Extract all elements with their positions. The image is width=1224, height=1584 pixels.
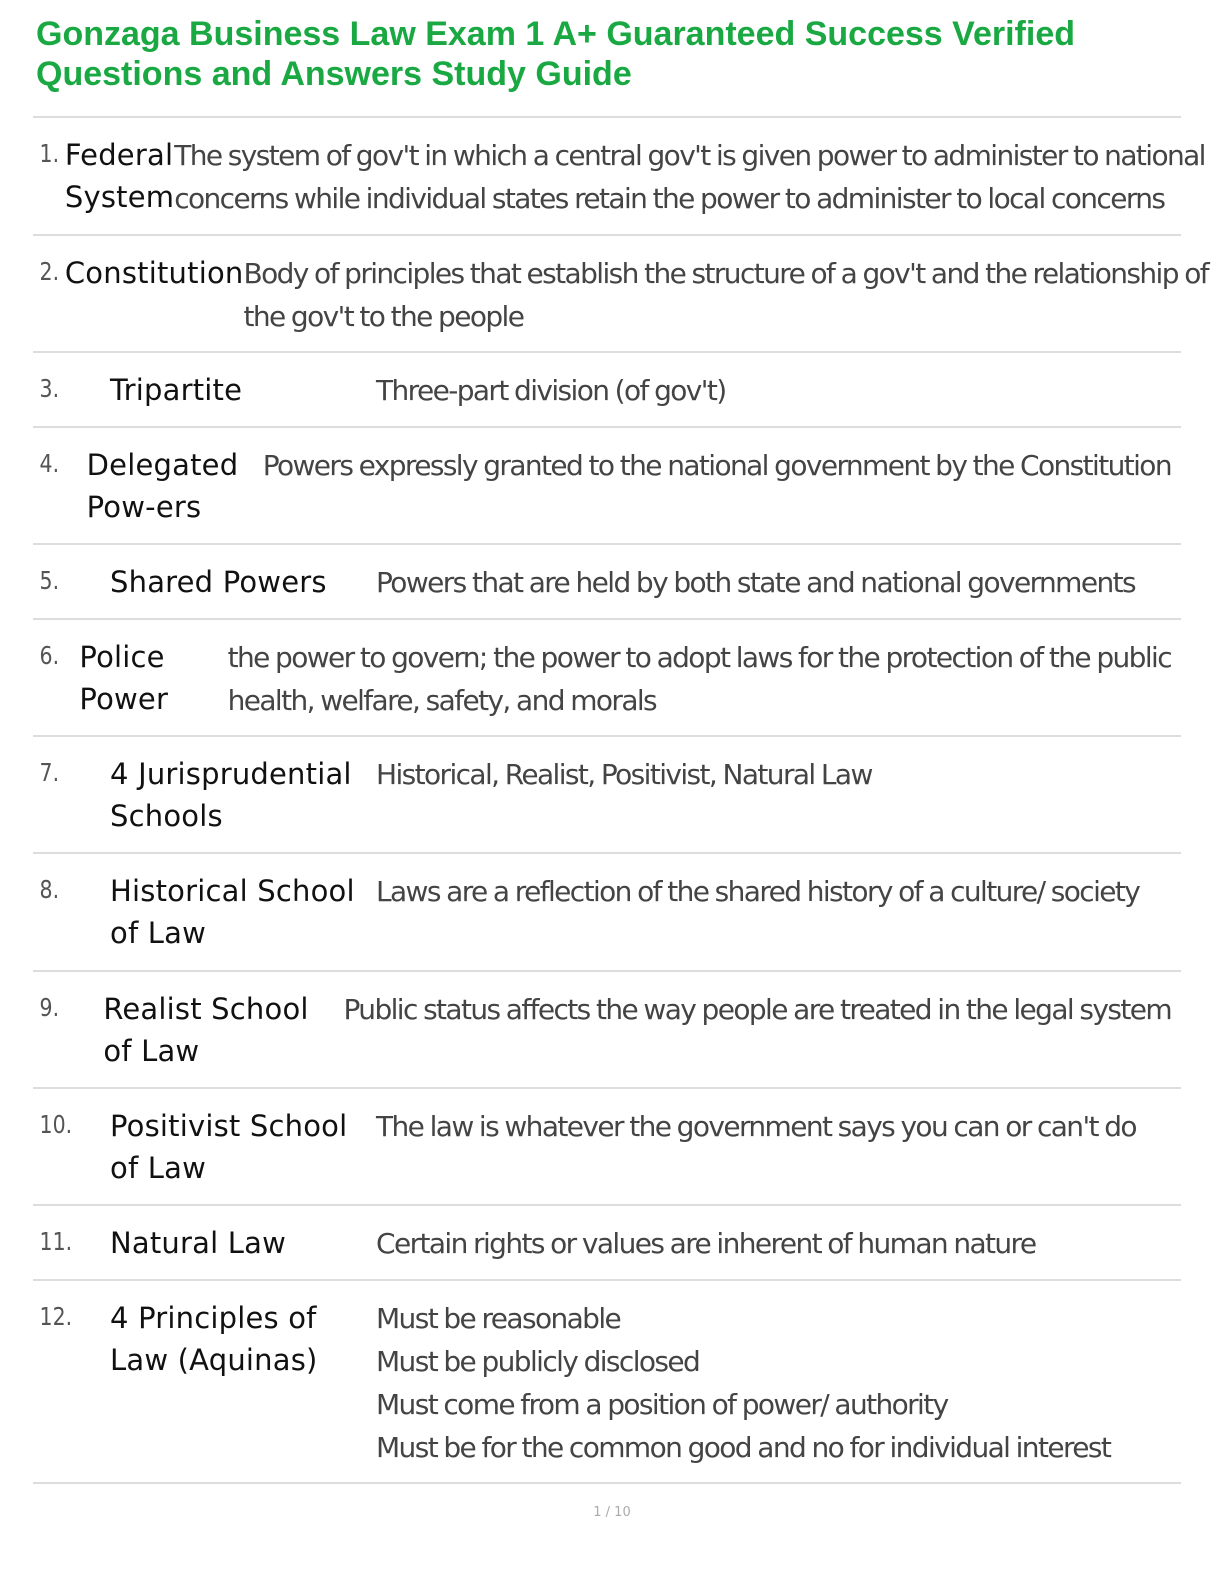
flashcard-row [33, 854, 1181, 972]
definition-line: Historical, Realist, Positivist, Natural Law [376, 758, 872, 791]
definition-line: The law is whatever the government says you can or can't do [376, 1110, 1136, 1143]
definition-line: Certain rights or values are inherent of human nature [376, 1227, 1036, 1260]
card-term: Realist School of Law [103, 992, 309, 1068]
definition-line: Must be reasonable [376, 1302, 621, 1335]
card-definition [344, 988, 1182, 1087]
title-line-2: Questions and Answers Study Guide [36, 55, 632, 93]
flashcard-row [33, 428, 1181, 545]
card-term: 4 Principles of Law (Aquinas) [110, 1301, 318, 1377]
flashcard-row [33, 1206, 1181, 1281]
definition-line: Laws are a reflection of the shared history of a culture/ society [376, 875, 1140, 908]
card-definition [376, 369, 1181, 426]
definition-line: the power to govern; the power to adopt laws for the protection of the public [227, 641, 1171, 674]
definition-line: concerns while individual states retain the power to administer to local concerns [174, 182, 1165, 215]
card-term: Tripartite [110, 373, 243, 407]
flashcard-row [33, 545, 1181, 620]
card-term: Delegated Pow-ers [86, 448, 239, 524]
card-number: 7. [39, 758, 60, 787]
card-term: Federal System [64, 138, 175, 214]
flashcard-row [33, 1281, 1181, 1484]
flashcard-row [33, 737, 1181, 854]
card-definition [376, 870, 1181, 970]
flashcard-row [33, 118, 1205, 236]
title-line-1: Gonzaga Business Law Exam 1 A+ Guaranteed Success Verified [36, 15, 1075, 53]
definition-line: Must be publicly disclosed [376, 1345, 700, 1378]
definition-line: the gov't to the people [243, 300, 524, 333]
page-indicator: 1 / 10 [593, 1505, 631, 1520]
card-number: 3. [39, 374, 60, 403]
card-term: Historical School of Law [110, 874, 355, 950]
card-definition [376, 561, 1181, 618]
definition-line: Must come from a position of power/ authority [376, 1388, 948, 1421]
card-definition [174, 134, 1215, 234]
card-definition [376, 753, 1181, 852]
flashcard-row [33, 972, 1181, 1089]
card-definition [263, 444, 1181, 543]
card-number: 1. [39, 139, 60, 168]
card-term: Positivist School of Law [110, 1109, 348, 1185]
card-term: Police Power [79, 640, 169, 716]
card-number: 9. [39, 993, 60, 1022]
card-term: 4 Jurisprudential Schools [110, 757, 352, 833]
card-term: Natural Law [110, 1226, 287, 1260]
card-number: 2. [39, 257, 60, 286]
card-definition [243, 252, 1218, 351]
card-number: 11. [39, 1227, 73, 1256]
card-term: Shared Powers [110, 565, 327, 599]
flashcard-row [33, 620, 1181, 737]
card-number: 10. [39, 1110, 73, 1139]
card-definition [376, 1297, 1181, 1482]
definition-line: Powers that are held by both state and national governments [376, 566, 1135, 599]
card-definition [376, 1222, 1181, 1279]
definition-line: Body of principles that establish the structure of a gov't and the relationship of [243, 257, 1208, 290]
definition-line: Three-part division (of gov't) [376, 374, 726, 407]
card-term: Constitution [64, 256, 244, 290]
definition-line: Must be for the common good and no for individual interest [376, 1431, 1111, 1464]
flashcard-row [33, 236, 1208, 353]
card-number: 12. [39, 1302, 73, 1331]
flashcard-row [33, 1089, 1181, 1206]
card-number: 6. [39, 641, 60, 670]
definition-line: The system of gov't in which a central gov't is given power to administer to national [174, 139, 1205, 172]
card-number: 8. [39, 875, 60, 904]
flashcard-row [33, 353, 1181, 428]
card-definition [376, 1105, 1181, 1204]
card-number: 5. [39, 566, 60, 595]
definition-line: health, welfare, safety, and morals [227, 684, 657, 717]
document-title [36, 14, 1186, 94]
definition-line: Powers expressly granted to the national government by the Constitution [262, 449, 1171, 482]
flashcard-list [33, 116, 1208, 1484]
card-definition [228, 636, 1181, 735]
card-number: 4. [39, 449, 60, 478]
definition-line: Public status affects the way people are treated in the legal system [343, 993, 1171, 1026]
